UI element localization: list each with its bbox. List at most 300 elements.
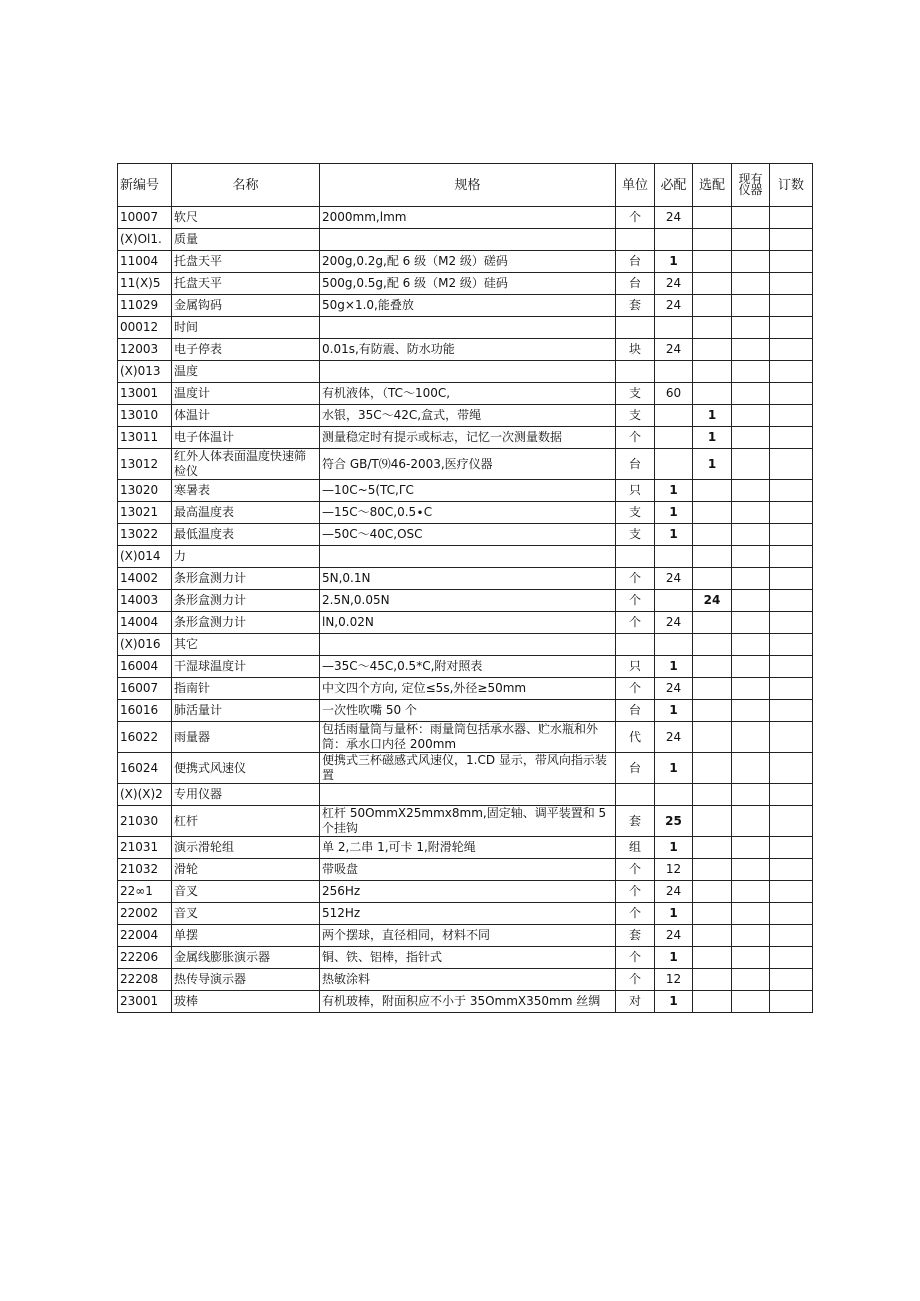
row-optional xyxy=(693,339,732,361)
table-row xyxy=(118,837,813,859)
row-order xyxy=(770,925,813,947)
row-name: 干湿球温度计 xyxy=(172,656,320,678)
row-optional xyxy=(693,859,732,881)
row-unit: 个 xyxy=(616,568,655,590)
table-row xyxy=(118,722,813,753)
row-code: 12003 xyxy=(118,339,172,361)
row-optional: 1 xyxy=(693,405,732,427)
row-spec: 水银，35C～42C,盒式，带绳 xyxy=(320,405,616,427)
row-existing xyxy=(732,991,770,1013)
row-optional xyxy=(693,925,732,947)
header-spec: 规格 xyxy=(320,164,616,207)
row-spec xyxy=(320,546,616,568)
row-existing xyxy=(732,568,770,590)
row-unit: 套 xyxy=(616,806,655,837)
row-name: 红外人体表面温度快速筛检仪 xyxy=(172,449,320,480)
row-unit: 台 xyxy=(616,449,655,480)
row-spec: 有机液体，（TC～100C, xyxy=(320,383,616,405)
row-name: 专用仪器 xyxy=(172,784,320,806)
equipment-table xyxy=(117,163,813,1013)
row-code: 14003 xyxy=(118,590,172,612)
row-spec: 热敏涂料 xyxy=(320,969,616,991)
row-required: 1 xyxy=(655,656,693,678)
table-row xyxy=(118,317,813,339)
row-required: 1 xyxy=(655,753,693,784)
row-unit: 个 xyxy=(616,903,655,925)
row-order xyxy=(770,229,813,251)
row-name: 雨量器 xyxy=(172,722,320,753)
row-required xyxy=(655,590,693,612)
row-optional: 1 xyxy=(693,449,732,480)
table-row xyxy=(118,612,813,634)
row-name: 条形盒测力计 xyxy=(172,612,320,634)
row-spec xyxy=(320,229,616,251)
row-required: 1 xyxy=(655,947,693,969)
row-code: 11029 xyxy=(118,295,172,317)
row-order xyxy=(770,969,813,991)
row-required xyxy=(655,361,693,383)
row-order xyxy=(770,700,813,722)
row-required: 24 xyxy=(655,678,693,700)
row-spec xyxy=(320,361,616,383)
row-existing xyxy=(732,427,770,449)
row-name: 玻棒 xyxy=(172,991,320,1013)
row-spec: —15C～80C,0.5∙C xyxy=(320,502,616,524)
row-unit xyxy=(616,546,655,568)
row-order xyxy=(770,317,813,339)
row-required: 24 xyxy=(655,925,693,947)
row-spec: 500g,0.5g,配 6 级（M2 级）硅码 xyxy=(320,273,616,295)
row-existing xyxy=(732,656,770,678)
row-order xyxy=(770,837,813,859)
row-optional xyxy=(693,383,732,405)
row-required: 12 xyxy=(655,969,693,991)
row-code: 11(X)5 xyxy=(118,273,172,295)
row-optional xyxy=(693,502,732,524)
row-required: 25 xyxy=(655,806,693,837)
table-row xyxy=(118,590,813,612)
header-code: 新编号 xyxy=(118,164,172,207)
row-required: 12 xyxy=(655,859,693,881)
header-unit: 单位 xyxy=(616,164,655,207)
header-optional: 选配 xyxy=(693,164,732,207)
row-unit: 支 xyxy=(616,405,655,427)
row-existing xyxy=(732,969,770,991)
row-order xyxy=(770,524,813,546)
row-spec: —10C~5(TC,ΓC xyxy=(320,480,616,502)
row-required: 60 xyxy=(655,383,693,405)
row-name: 音叉 xyxy=(172,881,320,903)
row-name: 音叉 xyxy=(172,903,320,925)
row-name: 条形盒测力计 xyxy=(172,568,320,590)
row-existing xyxy=(732,317,770,339)
row-optional xyxy=(693,947,732,969)
row-existing xyxy=(732,634,770,656)
row-code: 16022 xyxy=(118,722,172,753)
row-unit xyxy=(616,229,655,251)
row-order xyxy=(770,207,813,229)
row-order xyxy=(770,405,813,427)
row-code: 13022 xyxy=(118,524,172,546)
row-required xyxy=(655,449,693,480)
table-row xyxy=(118,678,813,700)
row-optional xyxy=(693,753,732,784)
row-name: 体温计 xyxy=(172,405,320,427)
row-optional xyxy=(693,273,732,295)
row-code: 22004 xyxy=(118,925,172,947)
table-row xyxy=(118,947,813,969)
row-optional xyxy=(693,546,732,568)
table-row xyxy=(118,449,813,480)
row-order xyxy=(770,383,813,405)
row-name: 滑轮 xyxy=(172,859,320,881)
row-code: 13001 xyxy=(118,383,172,405)
row-unit: 台 xyxy=(616,251,655,273)
row-existing xyxy=(732,383,770,405)
row-order xyxy=(770,784,813,806)
table-row xyxy=(118,546,813,568)
row-code: 21031 xyxy=(118,837,172,859)
table-row xyxy=(118,903,813,925)
row-spec: —35C～45C,0.5*C,附对照表 xyxy=(320,656,616,678)
row-name: 单摆 xyxy=(172,925,320,947)
row-unit: 套 xyxy=(616,925,655,947)
row-existing xyxy=(732,925,770,947)
row-code: 16024 xyxy=(118,753,172,784)
row-required: 1 xyxy=(655,480,693,502)
table-row xyxy=(118,524,813,546)
row-existing xyxy=(732,612,770,634)
row-name: 温度计 xyxy=(172,383,320,405)
header-existing: 现有仪器 xyxy=(732,164,770,207)
row-unit: 个 xyxy=(616,678,655,700)
row-name: 温度 xyxy=(172,361,320,383)
row-code: 22∞1 xyxy=(118,881,172,903)
row-unit: 支 xyxy=(616,524,655,546)
row-existing xyxy=(732,273,770,295)
row-optional xyxy=(693,903,732,925)
row-unit: 个 xyxy=(616,207,655,229)
row-order xyxy=(770,251,813,273)
row-existing xyxy=(732,480,770,502)
row-name: 其它 xyxy=(172,634,320,656)
row-existing xyxy=(732,722,770,753)
row-name: 质量 xyxy=(172,229,320,251)
row-optional xyxy=(693,207,732,229)
row-code: 22208 xyxy=(118,969,172,991)
row-required: 1 xyxy=(655,251,693,273)
table-row xyxy=(118,405,813,427)
row-unit: 台 xyxy=(616,273,655,295)
row-required: 1 xyxy=(655,991,693,1013)
row-required xyxy=(655,546,693,568)
row-name: 热传导演示器 xyxy=(172,969,320,991)
row-name: 托盘天平 xyxy=(172,251,320,273)
row-optional xyxy=(693,991,732,1013)
row-unit: 对 xyxy=(616,991,655,1013)
row-unit: 组 xyxy=(616,837,655,859)
row-order xyxy=(770,753,813,784)
table-row xyxy=(118,806,813,837)
row-code: 16007 xyxy=(118,678,172,700)
row-required: 1 xyxy=(655,903,693,925)
table-row xyxy=(118,656,813,678)
row-unit: 套 xyxy=(616,295,655,317)
row-unit xyxy=(616,361,655,383)
row-spec: 杠杆 50OmmX25mmx8mm,固定轴、调平装置和 5 个挂钩 xyxy=(320,806,616,837)
table-row xyxy=(118,969,813,991)
row-spec: 有机玻棒，附面积应不小于 35OmmX350mm 丝绸 xyxy=(320,991,616,1013)
row-existing xyxy=(732,405,770,427)
row-required: 1 xyxy=(655,700,693,722)
row-name: 肺活量计 xyxy=(172,700,320,722)
row-unit: 台 xyxy=(616,700,655,722)
row-order xyxy=(770,427,813,449)
row-code: 21032 xyxy=(118,859,172,881)
row-required xyxy=(655,229,693,251)
row-required xyxy=(655,634,693,656)
row-spec xyxy=(320,317,616,339)
row-optional xyxy=(693,361,732,383)
row-optional xyxy=(693,295,732,317)
row-unit: 个 xyxy=(616,427,655,449)
row-existing xyxy=(732,859,770,881)
row-code: 10007 xyxy=(118,207,172,229)
table-row xyxy=(118,427,813,449)
row-required xyxy=(655,317,693,339)
row-unit: 台 xyxy=(616,753,655,784)
row-required: 24 xyxy=(655,568,693,590)
row-existing xyxy=(732,295,770,317)
row-required xyxy=(655,784,693,806)
row-code: (X)013 xyxy=(118,361,172,383)
row-existing xyxy=(732,806,770,837)
row-code: 00012 xyxy=(118,317,172,339)
row-name: 力 xyxy=(172,546,320,568)
row-optional xyxy=(693,251,732,273)
row-order xyxy=(770,947,813,969)
row-code: (X)014 xyxy=(118,546,172,568)
table-row xyxy=(118,859,813,881)
table-row xyxy=(118,925,813,947)
table-header-row xyxy=(118,164,813,207)
table-row xyxy=(118,568,813,590)
table-row xyxy=(118,753,813,784)
table-row xyxy=(118,784,813,806)
row-code: 14002 xyxy=(118,568,172,590)
row-spec: —50C～40C,OSC xyxy=(320,524,616,546)
row-name: 托盘天平 xyxy=(172,273,320,295)
row-order xyxy=(770,568,813,590)
row-order xyxy=(770,546,813,568)
row-existing xyxy=(732,678,770,700)
row-existing xyxy=(732,229,770,251)
row-required: 24 xyxy=(655,273,693,295)
row-order xyxy=(770,991,813,1013)
row-unit: 块 xyxy=(616,339,655,361)
row-required: 24 xyxy=(655,339,693,361)
row-required: 1 xyxy=(655,837,693,859)
row-optional xyxy=(693,317,732,339)
row-code: 11004 xyxy=(118,251,172,273)
row-order xyxy=(770,806,813,837)
row-required: 1 xyxy=(655,502,693,524)
header-required: 必配 xyxy=(655,164,693,207)
row-optional xyxy=(693,656,732,678)
row-required xyxy=(655,427,693,449)
row-spec: 铜、铁、铝棒，指针式 xyxy=(320,947,616,969)
row-code: (X)(X)2 xyxy=(118,784,172,806)
row-name: 指南针 xyxy=(172,678,320,700)
row-spec: 50g×1.0,能叠放 xyxy=(320,295,616,317)
row-optional xyxy=(693,480,732,502)
row-name: 最高温度表 xyxy=(172,502,320,524)
row-required: 24 xyxy=(655,295,693,317)
row-code: 13010 xyxy=(118,405,172,427)
row-existing xyxy=(732,546,770,568)
table-row xyxy=(118,700,813,722)
row-required: 24 xyxy=(655,207,693,229)
row-existing xyxy=(732,700,770,722)
table-row xyxy=(118,251,813,273)
row-optional xyxy=(693,612,732,634)
row-unit xyxy=(616,784,655,806)
row-spec: 2000mm,lmm xyxy=(320,207,616,229)
row-unit: 个 xyxy=(616,969,655,991)
row-existing xyxy=(732,524,770,546)
row-order xyxy=(770,903,813,925)
row-optional: 24 xyxy=(693,590,732,612)
row-order xyxy=(770,273,813,295)
row-name: 金属线膨胀演示器 xyxy=(172,947,320,969)
row-unit: 只 xyxy=(616,480,655,502)
row-spec xyxy=(320,634,616,656)
row-existing xyxy=(732,339,770,361)
row-optional xyxy=(693,969,732,991)
row-existing xyxy=(732,502,770,524)
row-existing xyxy=(732,753,770,784)
row-unit: 个 xyxy=(616,881,655,903)
row-name: 时间 xyxy=(172,317,320,339)
row-order xyxy=(770,339,813,361)
row-spec: 包括雨量筒与量杯：雨量筒包括承水器、贮水瓶和外筒：承水口内径 200mm xyxy=(320,722,616,753)
row-spec: 5N,0.1N xyxy=(320,568,616,590)
row-code: 23001 xyxy=(118,991,172,1013)
row-code: 14004 xyxy=(118,612,172,634)
row-order xyxy=(770,502,813,524)
table-row xyxy=(118,229,813,251)
table-row xyxy=(118,361,813,383)
row-order xyxy=(770,722,813,753)
row-optional xyxy=(693,784,732,806)
row-order xyxy=(770,361,813,383)
row-existing xyxy=(732,207,770,229)
row-required: 24 xyxy=(655,612,693,634)
row-spec: 符合 GB/T⑼46-2003,医疗仪器 xyxy=(320,449,616,480)
table-row xyxy=(118,339,813,361)
row-existing xyxy=(732,590,770,612)
row-name: 软尺 xyxy=(172,207,320,229)
row-code: 13021 xyxy=(118,502,172,524)
row-required xyxy=(655,405,693,427)
row-unit: 支 xyxy=(616,383,655,405)
row-optional xyxy=(693,568,732,590)
row-code: 13020 xyxy=(118,480,172,502)
row-spec: 带吸盘 xyxy=(320,859,616,881)
row-unit: 代 xyxy=(616,722,655,753)
row-order xyxy=(770,295,813,317)
row-spec: 两个摆球，直径相同，材料不同 xyxy=(320,925,616,947)
row-spec: lN,0.02N xyxy=(320,612,616,634)
row-required: 24 xyxy=(655,722,693,753)
row-order xyxy=(770,678,813,700)
row-optional xyxy=(693,806,732,837)
row-optional xyxy=(693,700,732,722)
row-unit: 个 xyxy=(616,590,655,612)
row-spec: 200g,0.2g,配 6 级（M2 级）磋码 xyxy=(320,251,616,273)
row-optional xyxy=(693,837,732,859)
row-code: 16004 xyxy=(118,656,172,678)
row-name: 寒暑表 xyxy=(172,480,320,502)
row-existing xyxy=(732,449,770,480)
row-existing xyxy=(732,881,770,903)
table-row xyxy=(118,273,813,295)
row-unit xyxy=(616,634,655,656)
row-spec xyxy=(320,784,616,806)
row-optional xyxy=(693,881,732,903)
row-unit: 个 xyxy=(616,859,655,881)
row-name: 最低温度表 xyxy=(172,524,320,546)
row-optional: 1 xyxy=(693,427,732,449)
row-spec: 256Hz xyxy=(320,881,616,903)
row-existing xyxy=(732,947,770,969)
row-optional xyxy=(693,722,732,753)
header-name: 名称 xyxy=(172,164,320,207)
row-code: 16016 xyxy=(118,700,172,722)
row-order xyxy=(770,656,813,678)
row-unit: 个 xyxy=(616,612,655,634)
row-name: 便携式风速仪 xyxy=(172,753,320,784)
table-row xyxy=(118,295,813,317)
table-row xyxy=(118,480,813,502)
row-spec: 便携式三杯磁感式风速仪，1.CD 显示，带风向指示装置 xyxy=(320,753,616,784)
row-name: 条形盒测力计 xyxy=(172,590,320,612)
row-optional xyxy=(693,634,732,656)
row-order xyxy=(770,634,813,656)
row-existing xyxy=(732,361,770,383)
row-existing xyxy=(732,251,770,273)
row-spec: 2.5N,0.05N xyxy=(320,590,616,612)
row-order xyxy=(770,590,813,612)
row-unit: 支 xyxy=(616,502,655,524)
row-spec: 中文四个方向, 定位≤5s,外径≥50mm xyxy=(320,678,616,700)
row-existing xyxy=(732,784,770,806)
row-code: 13011 xyxy=(118,427,172,449)
row-existing xyxy=(732,837,770,859)
table-row xyxy=(118,383,813,405)
row-order xyxy=(770,881,813,903)
row-spec: 一次性吹嘴 50 个 xyxy=(320,700,616,722)
row-name: 金属钩码 xyxy=(172,295,320,317)
header-order: 订数 xyxy=(770,164,813,207)
table-row xyxy=(118,502,813,524)
row-optional xyxy=(693,229,732,251)
row-code: 13012 xyxy=(118,449,172,480)
row-code: (X)016 xyxy=(118,634,172,656)
row-optional xyxy=(693,524,732,546)
table-row xyxy=(118,991,813,1013)
row-order xyxy=(770,859,813,881)
